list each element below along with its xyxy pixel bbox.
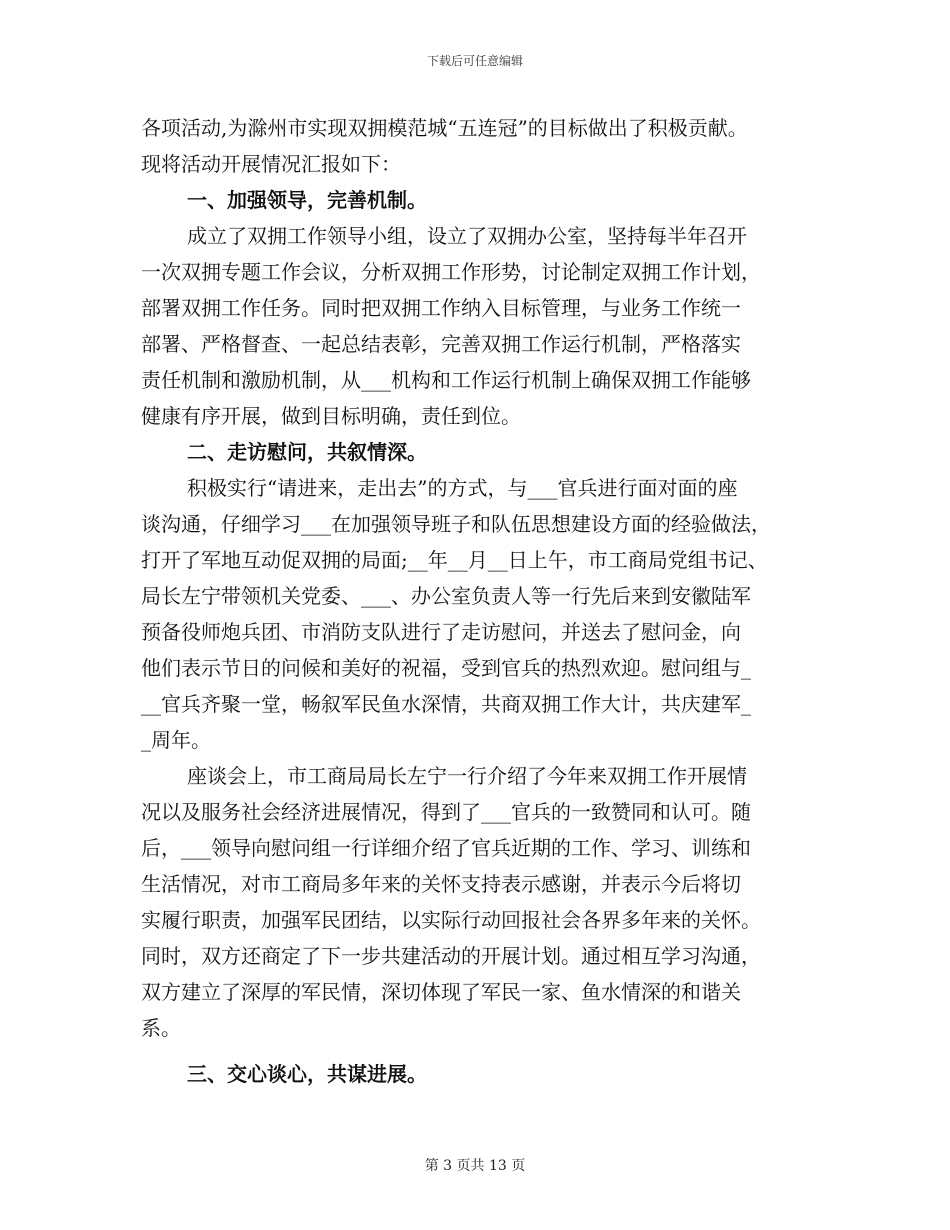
paragraph-line: 部署双拥工作任务。同时把双拥工作纳入目标管理，与业务工作统一 [141,296,741,320]
paragraph-line: 后，___领导向慰问组一行详细介绍了官兵近期的工作、学习、训练和 [141,836,751,860]
paragraph-line: 积极实行“请进来，走出去”的方式，与___官兵进行面对面的座 [187,476,738,500]
section-heading-1: 一、加强领导，完善机制。 [187,188,427,212]
section-spacer [141,1046,811,1056]
document-body [141,110,811,1092]
paragraph-line: __官兵齐聚一堂，畅叙军民鱼水深情，共商双拥工作大计，共庆建军_ [141,692,751,716]
paragraph-line: 一次双拥专题工作会议，分析双拥工作形势，讨论制定双拥工作计划， [141,260,761,284]
paragraph-line: 双方建立了深厚的军民情，深切体现了军民一家、鱼水情深的和谐关 [141,980,741,1004]
page-number-footer: 第 3 页共 13 页 [424,1158,526,1174]
paragraph-line: 系。 [141,1016,181,1040]
paragraph-line: 现将活动开展情况汇报如下： [141,152,401,176]
paragraph-line: 况以及服务社会经济进展情况，得到了___官兵的一致赞同和认可。随 [141,800,751,824]
paragraph-line: 局长左宁带领机关党委、___、办公室负责人等一行先后来到安徽陆军 [141,584,751,608]
page-header: 下载后可任意编辑 [426,54,523,68]
paragraph-line: 实履行职责，加强军民团结，以实际行动回报社会各界多年来的关怀。 [141,908,761,932]
paragraph-line: 各项活动,为滁州市实现双拥模范城“五连冠”的目标做出了积极贡献。 [141,116,748,140]
paragraph-line: 打开了军地互动促双拥的局面;__年__月__日上午，市工商局党组书记、 [141,548,768,572]
paragraph-line: 座谈会上，市工商局局长左宁一行介绍了今年来双拥工作开展情 [187,764,747,788]
paragraph-line: 成立了双拥工作领导小组，设立了双拥办公室，坚持每半年召开 [187,224,747,248]
paragraph-line: 谈沟通，仔细学习___在加强领导班子和队伍思想建设方面的经验做法， [141,512,771,536]
paragraph-line: 部署、严格督查、一起总结表彰，完善双拥工作运行机制，严格落实 [141,332,741,356]
paragraph-line: _周年。 [141,728,211,752]
paragraph-line: 生活情况，对市工商局多年来的关怀支持表示感谢，并表示今后将切 [141,872,741,896]
section-heading-3: 三、交心谈心，共谋进展。 [187,1062,427,1086]
section-heading-2: 二、走访慰问，共叙情深。 [187,440,427,464]
paragraph-line: 同时，双方还商定了下一步共建活动的开展计划。通过相互学习沟通， [141,944,761,968]
paragraph-line: 预备役师炮兵团、市消防支队进行了走访慰问，并送去了慰问金，向 [141,620,741,644]
paragraph-line: 他们表示节日的问候和美好的祝福，受到官兵的热烈欢迎。慰问组与_ [141,656,751,680]
paragraph-line: 责任机制和激励机制，从___机构和工作运行机制上确保双拥工作能够 [141,368,751,392]
paragraph-line: 健康有序开展，做到目标明确，责任到位。 [141,404,521,428]
